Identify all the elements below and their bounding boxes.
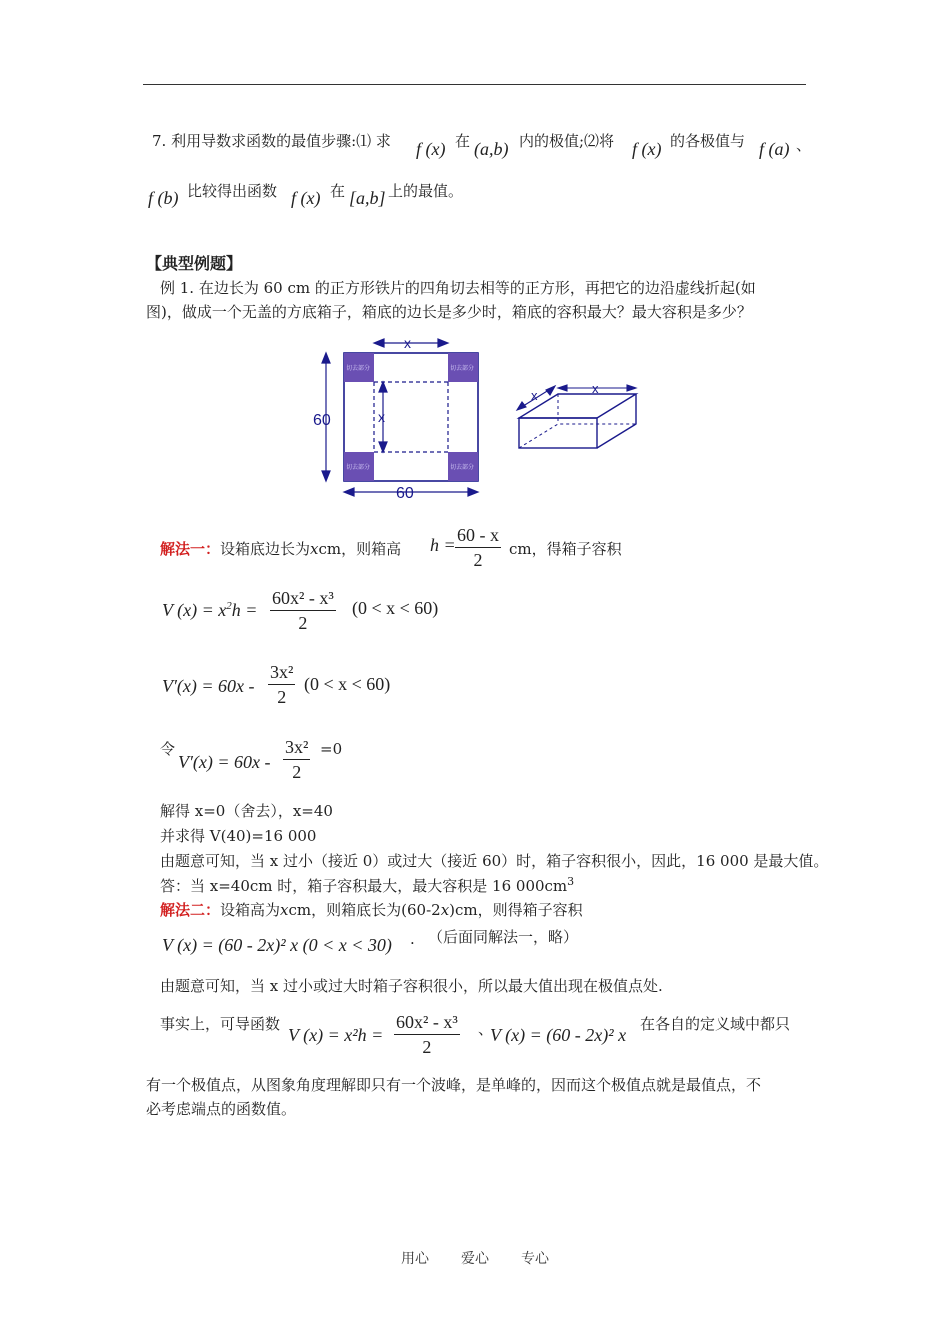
solve-line: 解得 x=0（舍去），x=40 (160, 802, 333, 820)
step7-line2-a: 比较得出函数 (187, 182, 278, 200)
fb: f (b) (148, 188, 179, 208)
footer-item-3: 专心 (521, 1251, 549, 1267)
reason2-line: 由题意可知，当 x 过小或过大时箱子容积很小，所以最大值出现在极值点处. (160, 977, 663, 995)
corner-tr-text: 切去部分 (450, 366, 475, 372)
header-rule (143, 84, 806, 85)
corner-br-text: 切去部分 (450, 465, 475, 471)
v40-line: 并求得 V(40)=16 000 (160, 827, 317, 845)
section-title: 【典型例题】 (146, 254, 243, 273)
corner-squares (344, 353, 478, 481)
set-fraction: $\frac{\text{3x²}}{2}$ (285, 737, 309, 782)
label-60-bottom: 60 (396, 485, 414, 500)
step7-line1-b: 内的极值;⑵将 (519, 132, 615, 150)
solution1-label: 解法一： (160, 540, 221, 558)
fa: f (a) (759, 139, 790, 159)
fx-2: f (x) (632, 139, 662, 159)
box-figure (308, 330, 648, 500)
derivative-domain: (0 < x < 60) (304, 674, 391, 694)
box-label-x2: x (592, 381, 599, 396)
corner-bl-text: 切去部分 (346, 465, 371, 471)
label-x-mid: x (378, 409, 385, 425)
solution1-text-c: cm，得箱子容积 (509, 540, 622, 558)
h-equals: h = (430, 535, 456, 555)
fact-comma: 、 (478, 1020, 494, 1038)
interval-closed: [a,b] (349, 188, 386, 208)
label-x-top: x (404, 335, 411, 351)
final-line1: 有一个极值点，从图象角度理解即只有一个波峰，是单峰的，因而这个极值点就是最值点，不 (146, 1076, 762, 1094)
interval-open: (a,b) (474, 139, 509, 159)
corner-tl-text: 切去部分 (346, 366, 371, 372)
derivative-lhs: V′(x) = 60x - (162, 676, 255, 696)
solution2-formula: V (x) = (60 - 2x)² x (0 < x < 30) (162, 935, 392, 955)
answer-line: 答：当 x=40cm 时，箱子容积最大，最大容积是 16 $000cm^3$ (160, 875, 575, 895)
final-line2: 必考虑端点的函数值。 (146, 1100, 297, 1118)
zai-2: 在 (330, 182, 346, 200)
volume-domain: (0 < x < 60) (352, 598, 439, 618)
solution2-note: （后面同解法一，略） (428, 928, 579, 946)
reason1-line: 由题意可知，当 x 过小（接近 0）或过大（接近 60）时，箱子容积很小，因此，16 000 是最大值。 (160, 852, 829, 870)
fact-formula1: V (x) = x²h = (288, 1025, 384, 1045)
step7-line1-c: 的各极值与 (670, 132, 746, 150)
volume-fraction: $\frac{\text{60x² - x³}}{2}$ (272, 588, 334, 633)
volume-lhs: V $(x) = x^2h$ = (162, 600, 258, 620)
fx-3: f (x) (291, 188, 321, 208)
step7-line2-b: 上的最值。 (388, 182, 464, 200)
footer-item-2: 爱心 (461, 1251, 489, 1267)
derivative-fraction: $\frac{\text{3x²}}{2}$ (270, 662, 294, 707)
solution2-dot: . (410, 930, 415, 948)
set-rhs: =0 (320, 740, 343, 758)
example1-line2: 图)，做成一个无盖的方底箱子，箱底的边长是多少时，箱底的容积最大？最大容积是多少？ (146, 303, 752, 321)
h-fraction: $\frac{60 - x}{2}$ (457, 525, 499, 570)
fx-1: f (x) (416, 139, 446, 159)
set-lhs: V′(x) = 60x - (178, 752, 271, 772)
ling: 令 (160, 740, 176, 758)
fact-a: 事实上，可导函数 (160, 1015, 281, 1033)
label-60-left: 60 (313, 412, 331, 429)
solution2-label: 解法二： (160, 901, 221, 919)
zai-1: 在 (455, 132, 471, 150)
footer-item-1: 用心 (401, 1251, 429, 1267)
fact-formula2: V (x) = (60 - 2x)² x (490, 1025, 627, 1045)
comma-1: 、 (796, 136, 812, 154)
fact-fraction: $\frac{\text{60x² - x³}}{2}$ (396, 1012, 458, 1057)
solution1-line: 解法一：设箱底边长为xcm，则箱高 (160, 540, 402, 558)
box-label-x1: x (531, 388, 538, 403)
fact-b: 在各自的定义域中都只 (640, 1015, 791, 1033)
footer (0, 1248, 950, 1268)
step7-line1-a: 7. 利用导数求函数的最值步骤:⑴ 求 (152, 132, 391, 150)
example1-line1: 例 1. 在边长为 60 cm 的正方形铁片的四角切去相等的正方形，再把它的边沿虚线折起(如 (160, 279, 756, 297)
solution2-line: 解法二：设箱高为xcm，则箱底长为(60-2x)cm，则得箱子容积 (160, 901, 583, 919)
